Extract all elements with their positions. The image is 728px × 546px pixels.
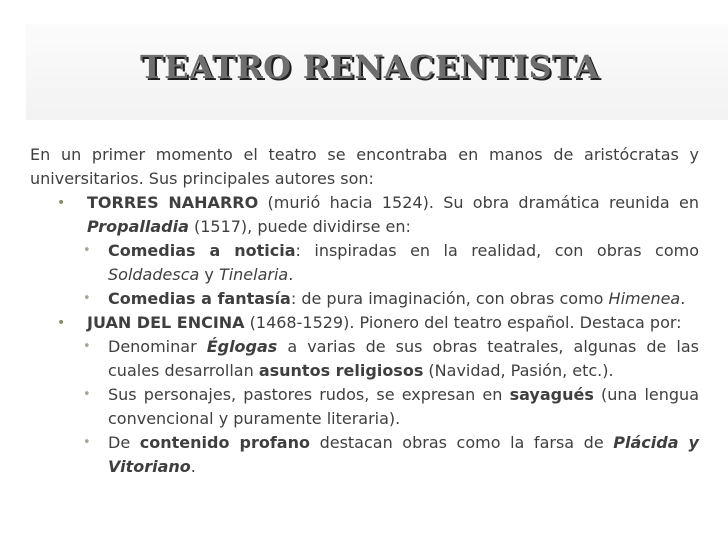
sub-item-end: . [680,289,686,308]
sub-item-sayagues [83,383,699,431]
sub-item-end: . [190,457,196,476]
bullet-icon: • [83,339,91,354]
separator: y [199,265,219,284]
sub-item-text: : inspiradas en la realidad, con obras como [295,241,699,260]
sub-item-text: destacan obras como la farsa de [309,433,614,452]
bullet-icon: • [83,291,91,306]
highlight-term: sayagués [509,385,594,404]
work-title: Tinelaria [218,265,289,284]
work-title: Soldadesca [108,265,200,284]
bullet-icon: • [57,195,66,211]
slide-content [30,143,699,479]
sub-item-comedias-fantasia [83,287,699,311]
highlight-term: Églogas [206,337,278,356]
item-text: (murió hacia 1524). Su obra dramática reunida en [258,193,700,212]
bullet-icon: • [83,243,91,258]
sub-item-end: (una lengua convencional y puramente literaria). [108,385,699,428]
author-name: JUAN DEL ENCINA [87,313,245,332]
intro-paragraph: En un primer momento el teatro se encontraba en manos de aristócratas y universitarios. Sus principales autores son: [30,145,699,188]
highlight-term: asuntos religiosos [258,361,424,380]
sub-item-end: . [288,265,294,284]
list-item-torres-naharro [57,191,699,239]
sub-item-text: Denominar [108,337,207,356]
sub-item-eglogas [83,335,699,383]
sub-item-comedias-noticia [83,239,699,287]
sub-item-text: : de pura imaginación, con obras como [290,289,609,308]
bullet-icon: • [83,435,91,450]
bullet-icon: • [83,387,91,402]
sub-item-label: Comedias a noticia [108,241,296,260]
work-title: Propalladia [87,217,189,236]
item-text: (1517), puede dividirse en: [188,217,411,236]
sub-item-text: a varias de sus obras teatrales, algunas de las cuales desarrollan [108,337,700,380]
item-text: (1468-1529). Pionero del teatro español. Destaca por: [244,313,682,332]
highlight-term: contenido profano [139,433,310,452]
bullet-icon: • [57,315,66,331]
list-item-juan-del-encina [57,311,699,335]
slide-title: TEATRO RENACENTISTA [140,48,600,86]
sub-item-text: De [108,433,140,452]
sub-item-end: (Navidad, Pasión, etc.). [423,361,614,380]
sub-item-label: Comedias a fantasía [108,289,291,308]
work-title: Plácida y Vitoriano [108,433,699,476]
sub-item-contenido-profano [83,431,699,479]
sub-item-text: Sus personajes, pastores rudos, se expresan en [108,385,510,404]
author-name: TORRES NAHARRO [87,193,259,212]
work-title: Himenea [608,289,681,308]
